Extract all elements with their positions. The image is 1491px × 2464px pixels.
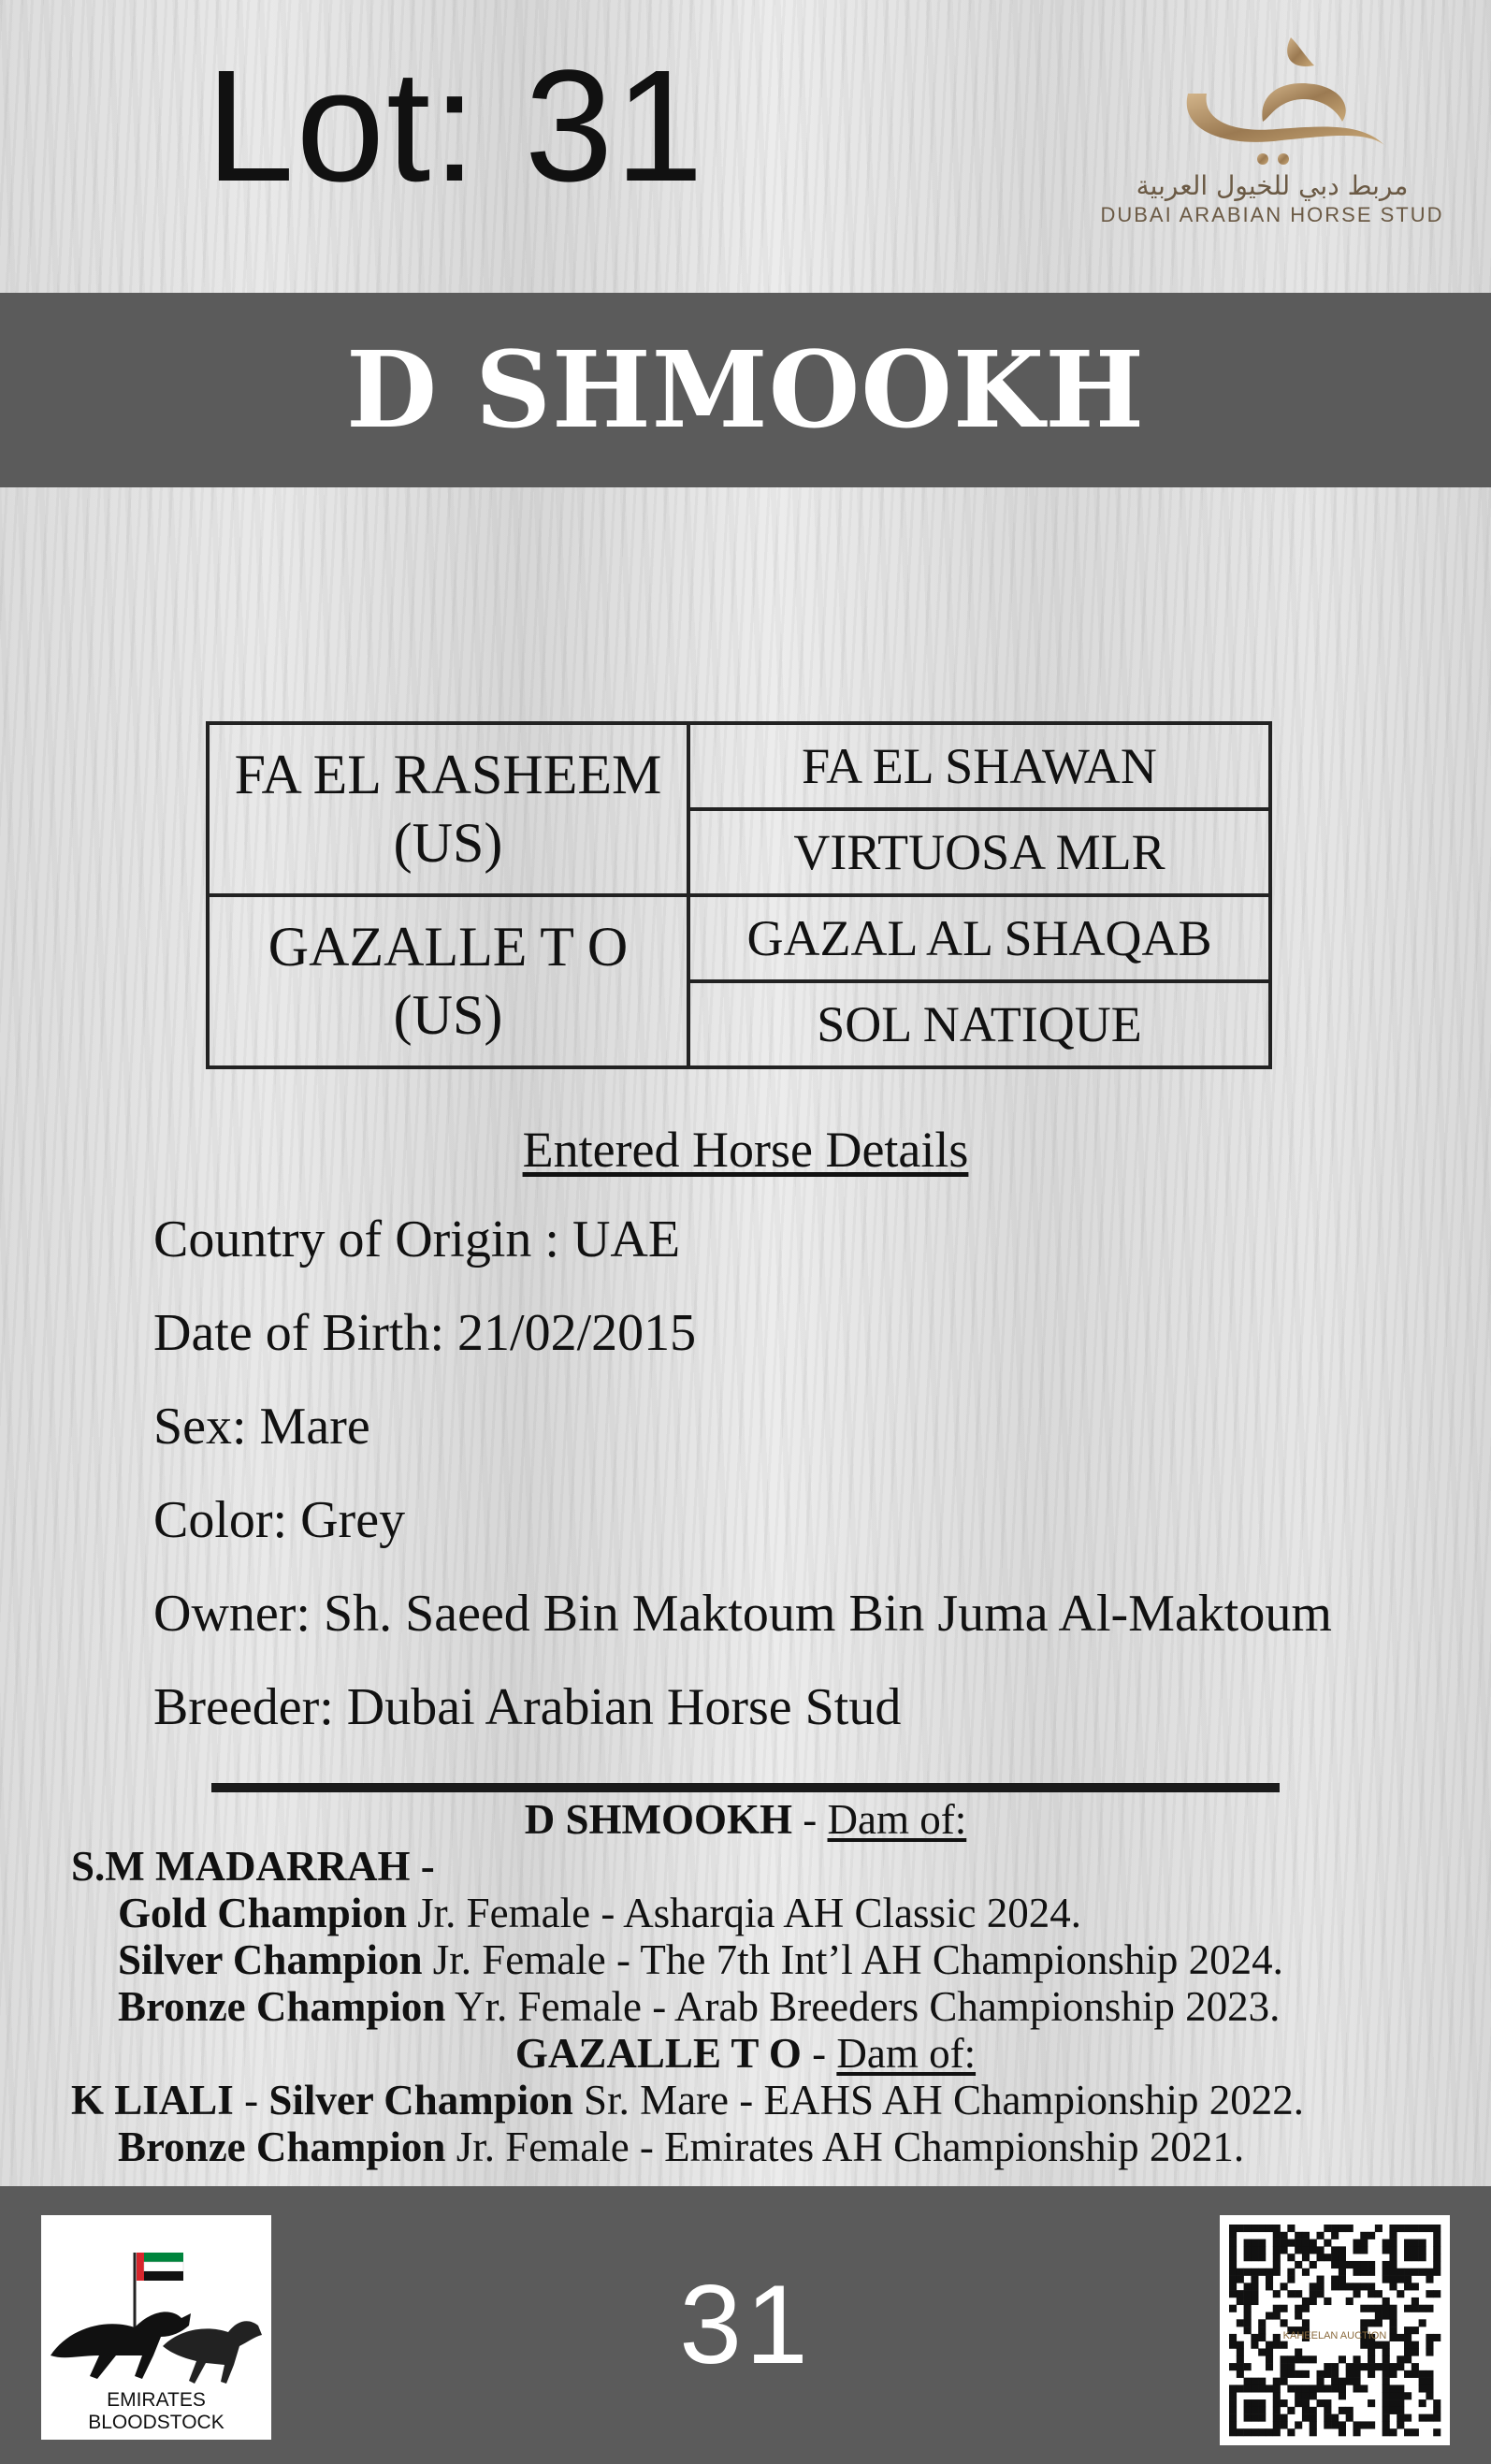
- pedigree-row: [208, 895, 1270, 981]
- detail-color: Color: Grey: [153, 1491, 406, 1549]
- dam-sire-cell: GAZAL AL SHAQAB: [688, 895, 1270, 981]
- sire-dam-cell: VIRTUOSA MLR: [688, 809, 1270, 895]
- award-line: Bronze Champion Jr. Female - Emirates AH Championship 2021.: [118, 2123, 1245, 2170]
- produce-record: [0, 1796, 1491, 2170]
- detail-country: Country of Origin : UAE: [153, 1210, 681, 1268]
- logo-arabic-text: مربط دبي للخيول العربية: [1136, 170, 1409, 201]
- dam-cell: GAZALLE T O (US): [208, 895, 688, 1067]
- offspring-name: S.M MADARRAH -: [71, 1843, 435, 1890]
- footer-bar: [0, 2186, 1491, 2464]
- dam-dam-heading: GAZALLE T O - Dam of:: [514, 2030, 977, 2077]
- horse-name-banner: [0, 293, 1491, 487]
- detail-owner: Owner: Sh. Saeed Bin Maktoum Bin Juma Al-Maktoum: [153, 1585, 1332, 1643]
- award-line: Gold Champion Jr. Female - Asharqia AH Classic 2024.: [118, 1890, 1082, 1936]
- stud-logo: [1085, 28, 1459, 262]
- horse-name: D SHMOOKH: [345, 328, 1146, 452]
- detail-dob: Date of Birth: 21/02/2015: [153, 1304, 697, 1362]
- lot-label: Lot: 31: [206, 37, 705, 215]
- detail-sex: Sex: Mare: [153, 1398, 370, 1456]
- award-line: Bronze Champion Yr. Female - Arab Breeders Championship 2023.: [118, 1983, 1281, 2030]
- details-title: Entered Horse Details: [522, 1122, 969, 1178]
- pedigree-table: [206, 721, 1272, 1069]
- footer-lot-number: 31: [679, 2262, 812, 2387]
- award-line: Silver Champion Jr. Female - The 7th Int’l AH Championship 2024.: [118, 1936, 1283, 1983]
- sire-sire-cell: FA EL SHAWAN: [688, 723, 1270, 809]
- logo-english-text: DUBAI ARABIAN HORSE STUD: [1100, 203, 1444, 226]
- horse-dam-heading: D SHMOOKH - Dam of:: [524, 1796, 967, 1843]
- sire-cell: FA EL RASHEEM (US): [208, 723, 688, 895]
- qr-code[interactable]: [1220, 2215, 1450, 2445]
- calligraphy-logo-icon: [1151, 28, 1394, 168]
- divider: [211, 1783, 1280, 1792]
- details-list: [153, 1207, 1332, 1768]
- pedigree-row: [208, 723, 1270, 809]
- detail-breeder: Breeder: Dubai Arabian Horse Stud: [153, 1678, 902, 1736]
- award-line: K LIALI - Silver Champion Sr. Mare - EAHS AH Championship 2022.: [71, 2077, 1305, 2123]
- qr-code-icon: [1220, 2215, 1450, 2445]
- emirates-bloodstock-text: EMIRATES BLOODSTOCK: [88, 2389, 224, 2433]
- qr-center-label: KAHEELAN AUCTION: [1282, 2330, 1387, 2341]
- dam-dam-cell: SOL NATIQUE: [688, 981, 1270, 1067]
